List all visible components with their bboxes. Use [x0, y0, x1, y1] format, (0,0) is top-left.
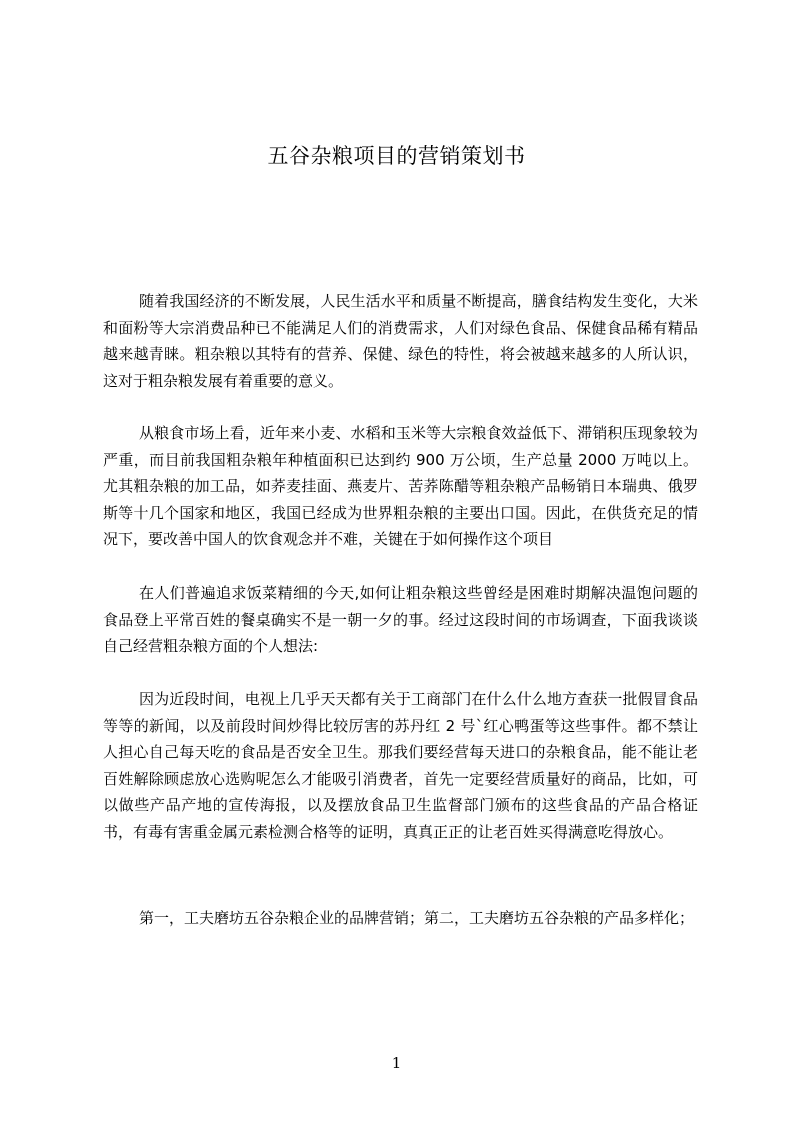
paragraph-3: 在人们普遍追求饭菜精细的今天,如何让粗杂粮这些曾经是困难时期解决温饱问题的食品登上平常百姓的餐桌确实不是一朝一夕的事。经过这段时间的市场调查，下面我谈谈自己经营粗杂粮方面的个人想法:: [103, 584, 698, 655]
paragraph-5: 第一，工夫磨坊五谷杂粮企业的品牌营销；第二，工夫磨坊五谷杂粮的产品多样化；: [139, 909, 695, 927]
page-title: 五谷杂粮项目的营销策划书: [267, 144, 526, 168]
paragraph-1: 随着我国经济的不断发展，人民生活水平和质量不断提高，膳食结构发生变化，大米和面粉等大宗消费品种已不能满足人们的消费需求，人们对绿色食品、保健食品稀有精品越来越青睐。粗杂粮以其特有的营养、保健、绿色的特性，将会被越来越多的人所认识，这对于粗杂粮发展有着重要的意义。: [103, 292, 698, 390]
page-number: 1: [391, 1054, 402, 1072]
paragraph-2: 从粮食市场上看，近年来小麦、水稻和玉米等大宗粮食效益低下、滞销积压现象较为严重，而目前我国粗杂粮年种植面积已达到约 900 万公顷，生产总量 2000 万吨以上。尤其粗杂粮的加工品，如荞麦挂面、燕麦片、苦荞陈醋等粗杂粮产品畅销日本瑞典、俄罗斯等十几个国家和地区，我国已经成为世界粗杂粮的主要出口国。因此，在供货充足的情况下，要改善中国人的饮食观念并不难，关键在于如何操作这个项目: [103, 424, 698, 548]
paragraph-4: 因为近段时间，电视上几乎天天都有关于工商部门在什么什么地方查获一批假冒食品等等的新闻，以及前段时间炒得比较厉害的苏丹红 2 号`红心鸭蛋等这些事件。都不禁让人担心自己每天吃的食品是否安全卫生。那我们要经营每天进口的杂粮食品，能不能让老百姓解除顾虑放心选购呢怎么才能吸引消费者，首先一定要经营质量好的商品，比如，可以做些产品产地的宣传海报，以及摆放食品卫生监督部门颁布的这些食品的产品合格证书，有毒有害重金属元素检测合格等的证明，真真正正的让老百姓买得满意吃得放心。: [103, 690, 698, 841]
